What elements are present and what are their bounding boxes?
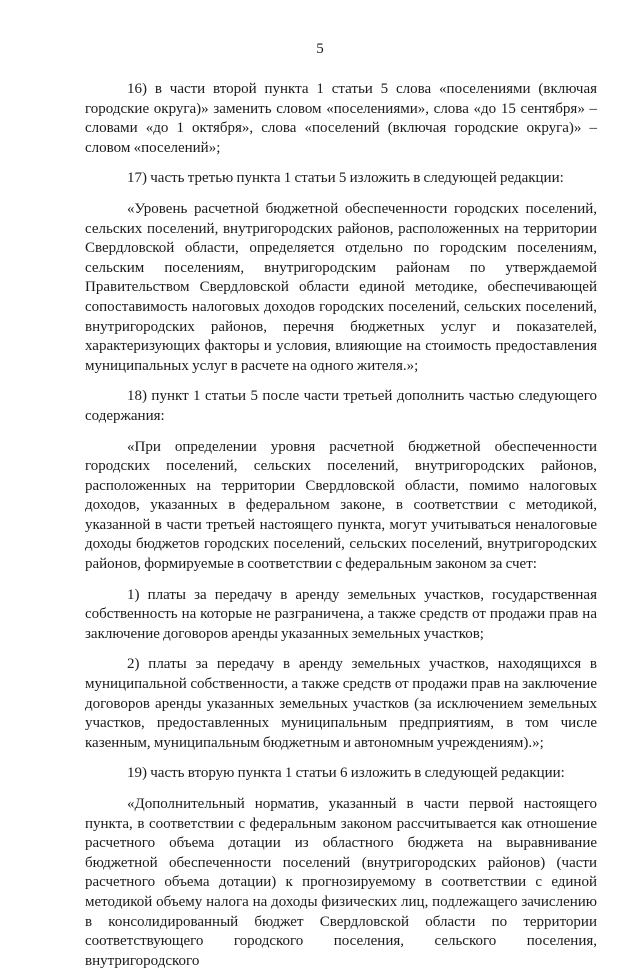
- paragraph-quote-budget-level: «Уровень расчетной бюджетной обеспеченности городских поселений, сельских поселений, внутригородских районов, расположенных на территории Свердловской области, определяется отдельно по городским поселениям, сельским поселениям, внутригородским районам по утверждаемой Правительством Свердловской области единой методике, обеспечивающей сопоставимость налоговых доходов городских поселений, сельских поселений, внутригородских районов, перечня бюджетных услуг и показателей, характеризующих факторы и условия, влияющие на стоимость предоставления муниципальных услуг в расчете на одного жителя.»;: [85, 200, 597, 374]
- paragraph-quote-nontax-revenue: «При определении уровня расчетной бюджетной обеспеченности городских поселений, сельских поселений, внутригородских районов, расположенных на территории Свердловской области, помимо налоговых доходов, указанных в федеральном законе, в соответствии с методикой, указанной в части третьей настоящего пункта, могут учитываться неналоговые доходы бюджетов городских поселений, сельских поселений, внутригородских районов, формируемые в соответствии с федеральным законом за счет:: [85, 438, 597, 573]
- paragraph-item-17: 17) часть третью пункта 1 статьи 5 изложить в следующей редакции:: [127, 170, 564, 187]
- paragraph-item-19: 19) часть вторую пункта 1 статьи 6 изложить в следующей редакции:: [127, 765, 565, 782]
- paragraph-item-16: 16) в части второй пункта 1 статьи 5 слова «поселениями (включая городские округа)» заменить словом «поселениями», слова «до 15 сентября» – словами «до 1 октября», слова «поселений (включая городские округа)» – словом «поселений»;: [85, 81, 597, 156]
- paragraph-item-18: 18) пункт 1 статьи 5 после части третьей дополнить частью следующего содержания:: [85, 388, 597, 424]
- document-body: [85, 80, 597, 971]
- paragraph-quote-additional-norm: «Дополнительный норматив, указанный в части первой настоящего пункта, в соответствии с федеральным законом рассчитывается как отношение расчетного объема дотации из областного бюджета на выравнивание бюджетной обеспеченности поселений (внутригородских районов) (части расчетного объема дотации) к прогнозируемому в соответствии с единой методикой объему налога на доходы физических лиц, подлежащего зачислению в консолидированный бюджет Свердловской области по территории соответствующего городского поселения, сельского поселения, внутригородского: [85, 796, 597, 969]
- paragraph-subitem-1: 1) платы за передачу в аренду земельных участков, государственная собственность на которые не разграничена, а также средств от продажи прав на заключение договоров аренды указанных земельных участков;: [85, 586, 597, 642]
- page-number: 5: [316, 41, 324, 57]
- paragraph-subitem-2: 2) платы за передачу в аренду земельных участков, находящихся в муниципальной собственности, а также средств от продажи прав на заключение договоров аренды указанных земельных участков (за исключением земельных участков, предоставленных муниципальным предприятиям, в том числе казенным, муниципальным бюджетным и автономным учреждениям).»;: [85, 656, 597, 751]
